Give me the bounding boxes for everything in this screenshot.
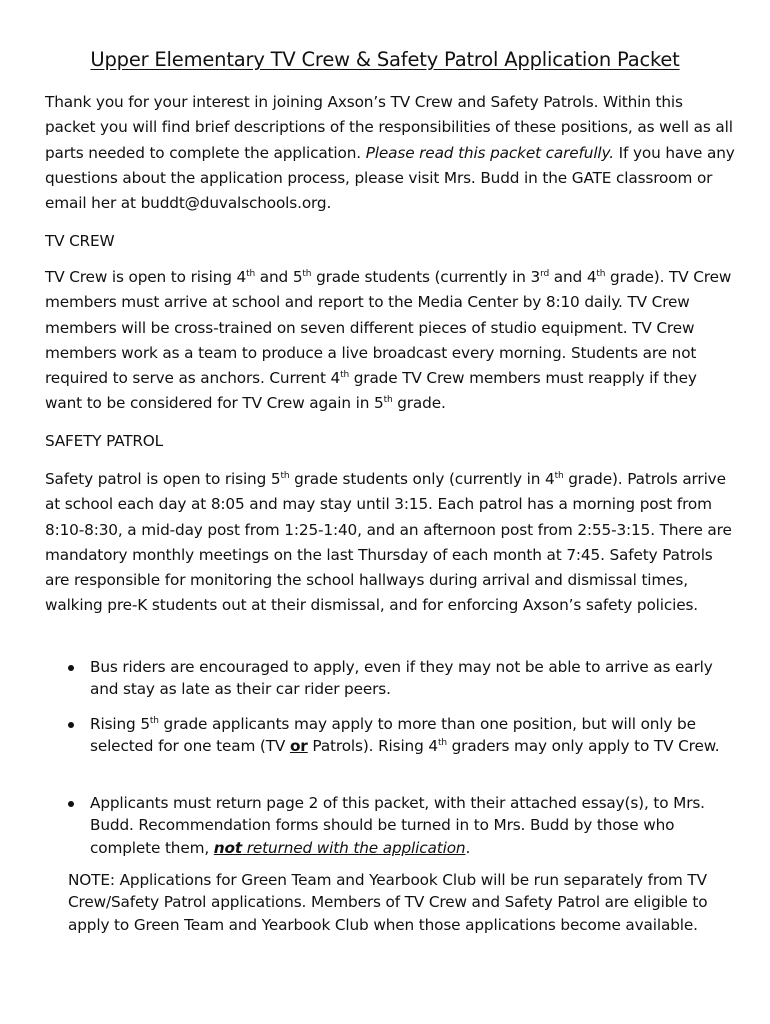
- ordinal-suffix: th: [437, 738, 447, 749]
- bullet-icon: [68, 665, 74, 671]
- bullet-icon: [68, 722, 74, 728]
- list-item: [90, 656, 740, 701]
- tv-crew-text: and 4: [549, 268, 597, 286]
- tv-crew-text: grade TV Crew members must reapply if they want to be considered for TV Crew again in 5: [45, 369, 697, 413]
- safety-patrol-text: grade students only (currently in 4: [289, 470, 555, 488]
- list-item: [90, 713, 740, 758]
- tv-crew-paragraph: [45, 265, 735, 417]
- ordinal-suffix: th: [554, 471, 564, 481]
- emphasis-not: not: [213, 838, 243, 857]
- list-item-text: Bus riders are encouraged to apply, even if they may not be able to arrive as early and stay as late as their car rider peers.: [90, 658, 713, 699]
- tv-crew-text: and 5: [255, 268, 303, 286]
- tv-crew-text: TV Crew is open to rising 4: [45, 268, 247, 286]
- ordinal-suffix: th: [340, 370, 350, 381]
- safety-patrol-heading: SAFETY PATROL: [45, 432, 163, 450]
- tv-crew-text: grade). TV Crew members must arrive at school and report to the Media Center by 8:10 daily. TV Crew members will be cross-trained on seven different pieces of studio equipment. TV Crew members work as a team to produce a live broadcast every morning. Students are not required to serve as anchors. Current 4: [45, 268, 732, 388]
- ordinal-suffix: th: [149, 716, 159, 726]
- tv-crew-text: grade.: [392, 394, 446, 413]
- ordinal-suffix: th: [596, 269, 606, 279]
- safety-patrol-paragraph: [45, 467, 735, 619]
- list-item: [90, 792, 740, 859]
- list-item-text: Rising 5: [90, 715, 150, 733]
- ordinal-suffix: th: [280, 471, 290, 481]
- list-item-text: Applicants must return page 2 of this packet, with their attached essay(s), to Mrs. Budd. Recommendation forms should be turned in to Mrs. Budd by those who complete them,: [90, 794, 705, 857]
- intro-paragraph: [45, 90, 735, 216]
- ordinal-suffix: rd: [540, 269, 550, 279]
- emphasis-returned: returned with the application: [242, 838, 466, 857]
- list-item-text: graders may only apply to TV Crew.: [446, 737, 720, 756]
- ordinal-suffix: th: [383, 395, 393, 406]
- bullet-icon: [68, 801, 74, 807]
- intro-text: Thank you for your interest in joining Axson’s TV Crew and Safety Patrols. Within this packet you will find brief descriptions of the responsibilities of these positions, as well as all parts needed to complete the application.: [45, 93, 733, 162]
- list-item-text: grade applicants may apply to more than one position, but will only be selected for one team (TV: [90, 715, 696, 756]
- list-item-text: .: [465, 838, 471, 857]
- tv-crew-heading: TV CREW: [45, 232, 115, 250]
- safety-patrol-text: grade). Patrols arrive at school each day at 8:05 and may stay until 3:15. Each patrol has a morning post from 8:10-8:30, a mid-day post from 1:25-1:40, and an afternoon post from 2:55-3:15. There are mandatory monthly meetings on the last Thursday of each month at 7:45. Safety Patrols are responsible for monitoring the school hallways during arrival and dismissal times, walking pre-K students out at their dismissal, and for enforcing Axson’s safety policies.: [45, 470, 732, 615]
- intro-text-end: If you have any questions about the application process, please visit Mrs. Budd in the GATE classroom or email her at buddt@duvalschools.org.: [45, 143, 735, 213]
- tv-crew-text: grade students (currently in 3: [311, 268, 541, 286]
- page-title: Upper Elementary TV Crew & Safety Patrol Application Packet: [90, 48, 680, 71]
- intro-italic-note: Please read this packet carefully.: [365, 143, 614, 162]
- note-paragraph: NOTE: Applications for Green Team and Yearbook Club will be run separately from TV Crew/Safety Patrol applications. Members of TV Crew and Safety Patrol are eligible to apply to Green Team and Yearbook Club when those applications become available.: [68, 871, 708, 934]
- emphasis-or: or: [289, 737, 308, 756]
- safety-patrol-text: Safety patrol is open to rising 5: [45, 470, 281, 488]
- ordinal-suffix: th: [246, 269, 256, 279]
- ordinal-suffix: th: [302, 269, 312, 279]
- list-item-text: Patrols). Rising 4: [307, 737, 438, 756]
